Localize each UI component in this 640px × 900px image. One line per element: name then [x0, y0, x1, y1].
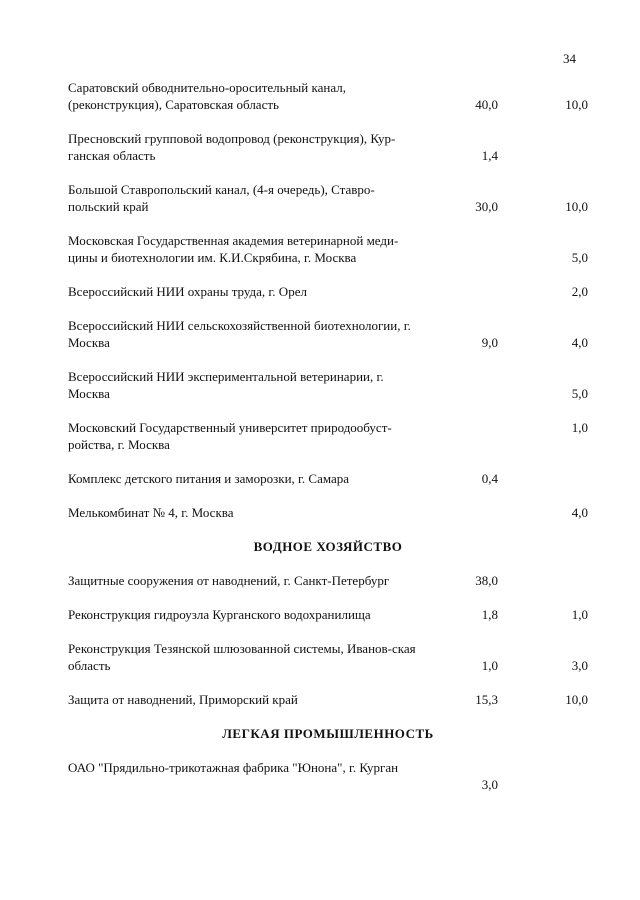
value-col1: 9,0 — [481, 335, 498, 350]
entry-row — [68, 691, 588, 708]
value-col2: 4,0 — [571, 335, 588, 350]
value-col1: 1,8 — [481, 607, 498, 622]
entry-row — [68, 759, 588, 793]
entry-row — [68, 181, 588, 215]
entry-name: Пресновский групповой водопровод (реконструкция), Кур-ганская область — [68, 131, 396, 163]
entry-name: Московская Государственная академия ветеринарной меди-цины и биотехнологии им. К.И.Скрябина, г. Москва — [68, 233, 399, 265]
entry-row — [68, 606, 588, 623]
value-col1: 3,0 — [481, 777, 498, 792]
value-col2: 10,0 — [565, 692, 588, 707]
entry-name: Мелькомбинат № 4, г. Москва — [68, 505, 234, 520]
entry-name: Защитные сооружения от наводнений, г. Санкт-Петербург — [68, 573, 390, 588]
value-col2: 10,0 — [565, 97, 588, 112]
value-col2: 2,0 — [571, 284, 588, 299]
entry-name: Саратовский обводнительно-оросительный канал, (реконструкция), Саратовская область — [68, 80, 346, 112]
value-col1: 0,4 — [481, 471, 498, 486]
entry-name: Защита от наводнений, Приморский край — [68, 692, 298, 707]
entry-row — [68, 368, 588, 402]
entry-row — [68, 470, 588, 487]
entry-row — [68, 572, 588, 589]
page-number: 34 — [563, 51, 576, 66]
entry-row — [68, 232, 588, 266]
entry-name: Комплекс детского питания и заморозки, г. Самара — [68, 471, 350, 486]
section-2 — [68, 572, 588, 708]
value-col2: 1,0 — [571, 607, 588, 622]
entry-row — [68, 640, 588, 674]
document-body — [68, 79, 588, 793]
entry-name: Реконструкция гидроузла Курганского водохранилища — [68, 607, 371, 622]
entry-name: Большой Ставропольский канал, (4-я очередь), Ставро-польский край — [68, 182, 375, 214]
value-col2: 4,0 — [571, 505, 588, 520]
value-col1: 15,3 — [475, 692, 498, 707]
section-heading-light-industry: ЛЕГКАЯ ПРОМЫШЛЕННОСТЬ — [222, 726, 434, 741]
value-col2: 5,0 — [571, 250, 588, 265]
value-col1: 1,0 — [481, 658, 498, 673]
value-col2: 5,0 — [571, 386, 588, 401]
entry-row — [68, 79, 588, 113]
entry-row — [68, 283, 588, 300]
entry-row — [68, 130, 588, 164]
entry-name: Всероссийский НИИ охраны труда, г. Орел — [68, 284, 307, 299]
value-col1: 40,0 — [475, 97, 498, 112]
section-3 — [68, 759, 588, 793]
value-col2: 3,0 — [571, 658, 588, 673]
entry-name: Московский Государственный университет природообуст-ройства, г. Москва — [68, 420, 392, 452]
value-col2: 10,0 — [565, 199, 588, 214]
value-col1: 30,0 — [475, 199, 498, 214]
value-col2: 1,0 — [571, 420, 588, 435]
entry-row — [68, 317, 588, 351]
section-heading-water: ВОДНОЕ ХОЗЯЙСТВО — [253, 539, 403, 554]
value-col1: 38,0 — [475, 573, 498, 588]
entry-row — [68, 419, 588, 453]
section-1 — [68, 79, 588, 521]
entry-row — [68, 504, 588, 521]
entry-name: Реконструкция Тезянской шлюзованной системы, Иванов-ская область — [68, 641, 416, 673]
entry-name: ОАО "Прядильно-трикотажная фабрика "Юнона", г. Курган — [68, 760, 399, 775]
entry-name: Всероссийский НИИ экспериментальной ветеринарии, г. Москва — [68, 369, 384, 401]
entry-name: Всероссийский НИИ сельскохозяйственной биотехнологии, г. Москва — [68, 318, 411, 350]
value-col1: 1,4 — [481, 148, 498, 163]
